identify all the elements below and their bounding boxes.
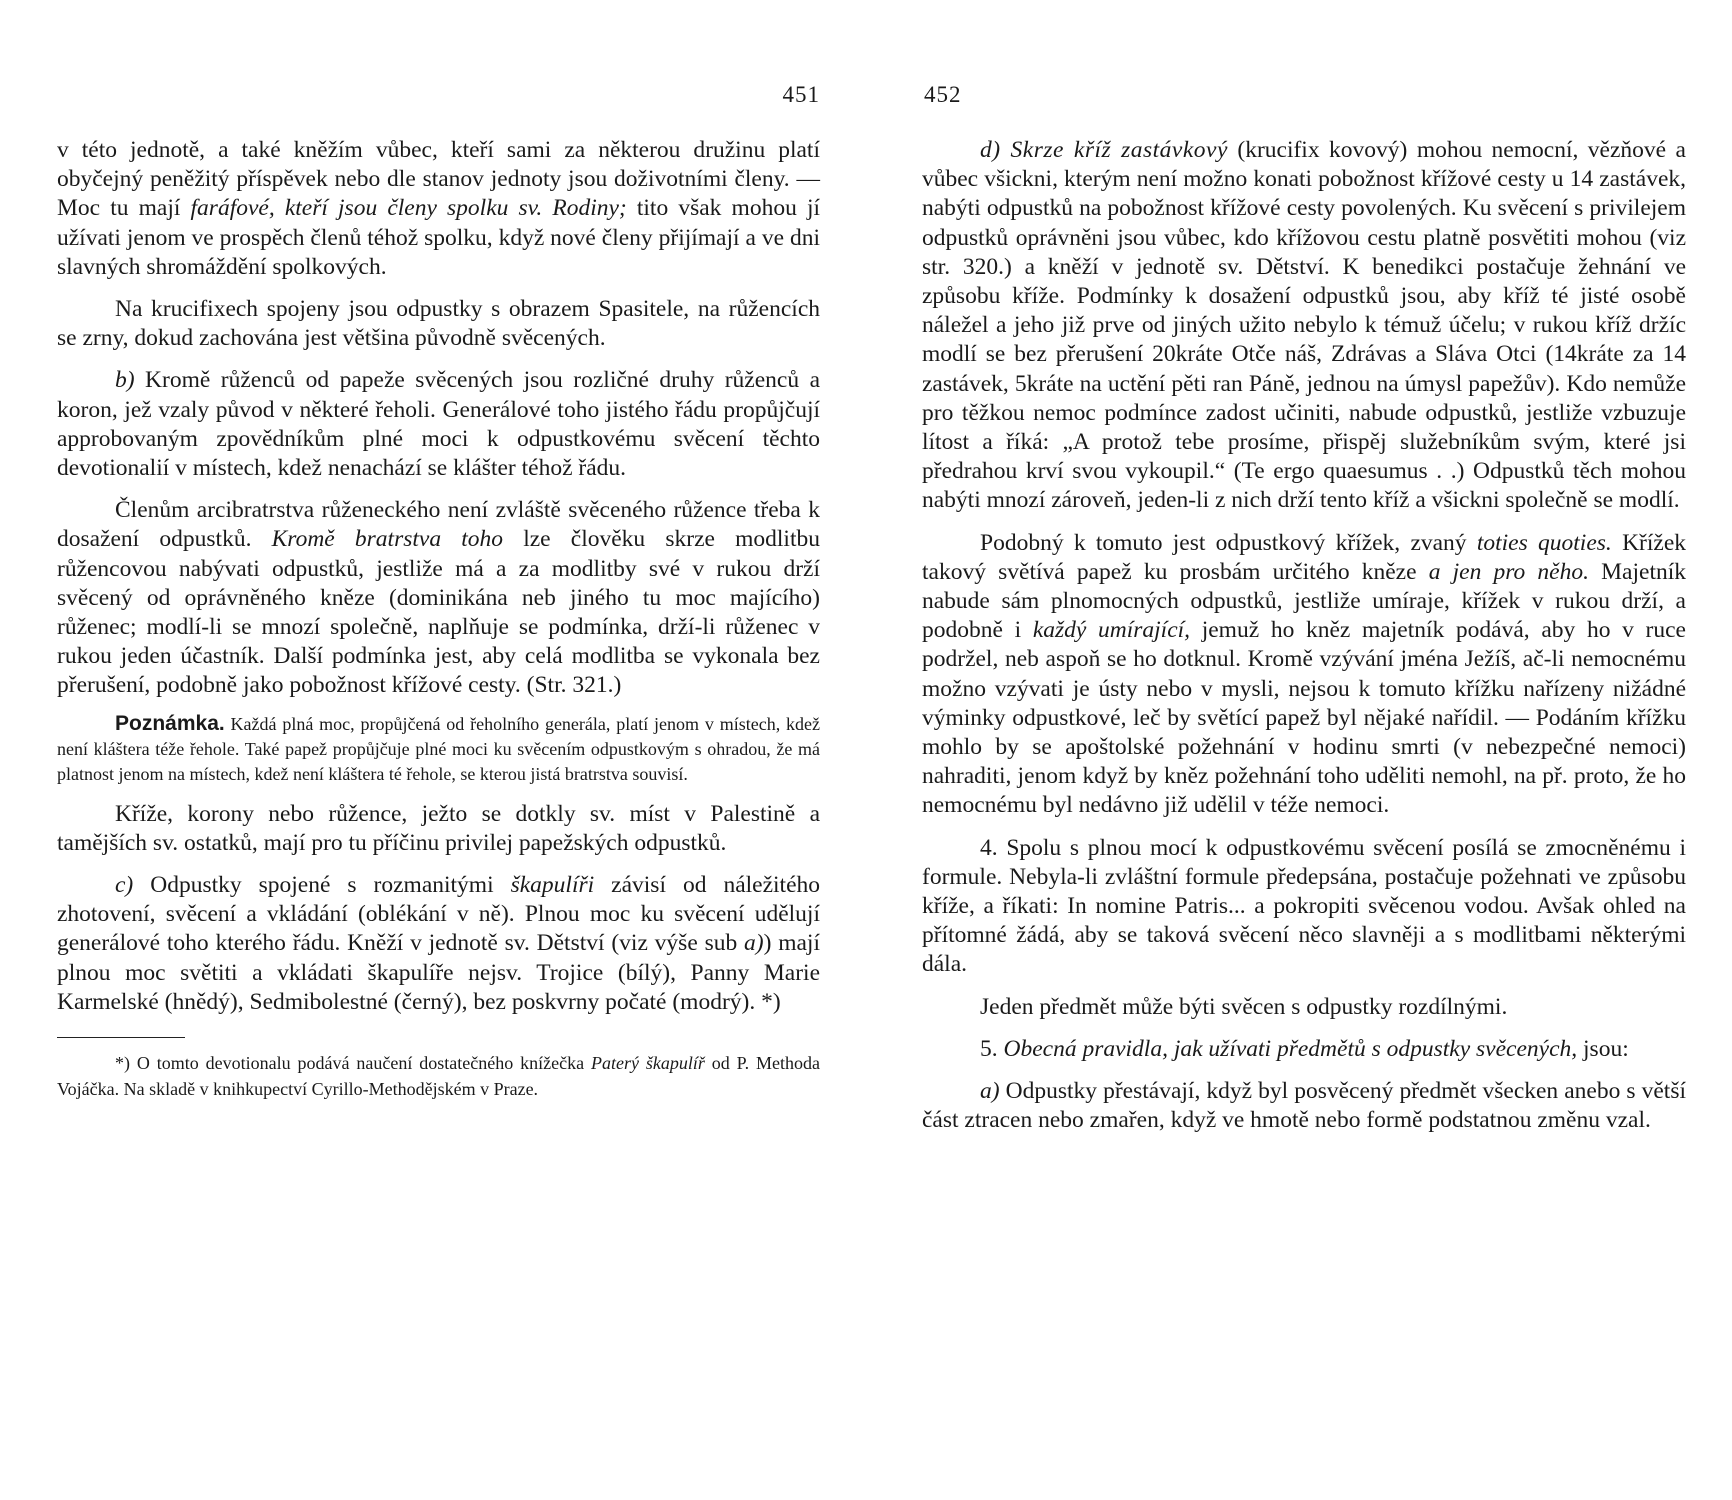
italic-text: Obecná pravidla, jak užívati předmětů s odpustky svěcených, — [1003, 1035, 1578, 1062]
text: Odpustky přestávají, když byl posvěcený předmět všecken anebo s větší část ztracen nebo zmařen, když ve hmotě nebo formě podstatnou změnu vzal. — [922, 1078, 1686, 1134]
page-body — [57, 136, 820, 1102]
text: 5. — [980, 1035, 1004, 1062]
italic-text: toties quoties. — [1476, 529, 1612, 556]
italic-text: faráfové, kteří jsou členy spolku sv. Rodiny; — [190, 195, 627, 222]
paragraph: Jeden předmět může býti svěcen s odpustky rozdílnými. — [980, 993, 1508, 1020]
text: Členům arcibratrstva růženeckého není zvláště svěceného růžence třeba k dosažení odpustků. — [57, 497, 820, 553]
italic-text: každý umírající, — [1032, 617, 1191, 644]
footnote — [57, 1050, 820, 1102]
italic-text: Kromě bratrstva toho — [271, 526, 504, 553]
text: v této jednotě, a také kněžím vůbec, kteří sami za některou družinu platí obyčejný peněžitý příspěvek nebo dle stanov jednoty jsou doživotními členy. — Moc tu mají — [57, 137, 820, 222]
italic-text: a jen pro něho. — [1428, 558, 1589, 585]
note-heading: Poznámka. — [115, 711, 225, 735]
note — [57, 711, 820, 787]
item-label: c) — [115, 872, 134, 899]
text: Křížek takový světívá papež ku prosbám určitého kněze — [922, 529, 1687, 585]
text: jemuž ho kněz majetník podává, aby ho v ruce podržel, neb aspoň se ho dotknul. Kromě vzývání jména Ježíš, ač-li nemocnému možno vzývati je ústy nebo v mysli, nejsou k tomuto křížku nařízeny nižádné výminky odpustkové, leč by světící papež byl nějaké nařídil. — Podáním křížku mohlo by se apoštolské požehnání v hodinu smrti (v nebezpečné nemoci) nahraditi, jenom když by kněz požehnání toho uděliti nemohl, na př. proto, že ho nemocnému byl nedávno již udělil v téže nemoci. — [922, 617, 1686, 819]
text: Kromě růženců od papeže svěcených jsou rozličné druhy růženců a koron, jež vzaly původ v některé řeholi. Generálové toho jistého řádu propůjčují approbovaným zpovědníkům plné moci k odpustkovému svěcení těchto devotionalií v místech, kdež nenachází se klášter téhož řádu. — [57, 367, 820, 482]
page-number: 452 — [924, 82, 962, 107]
paragraph: Kříže, korony nebo růžence, ježto se dotkly sv. míst v Palestině a tamějších sv. ostatků, mají pro tu příčinu privilej papežských odpustků. — [57, 800, 820, 856]
paragraph: 4. Spolu s plnou mocí k odpustkovému svěcení posílá se zmocněnému i formule. Nebyla-li zvláštní formule předepsána, postačuje požehnati ve způsobu kříže, a říkati: In nomine Patris... a pokropiti svěcenou vodou. Avšak ohled na přítomné žádá, aby se taková svěcení něco slavněji a s modlitbami některými dála. — [922, 834, 1686, 978]
paragraph — [57, 136, 820, 282]
paragraph — [922, 136, 1686, 516]
italic-text: a) — [744, 930, 764, 957]
paragraph — [57, 871, 820, 1017]
text: (krucifix kovový) mohou nemocní, vězňové a vůbec všickni, kterým není možno konati pobožnost křížové cesty u 14 zastávek, nabýti odpustků na pobožnost křížové cesty povolených. Ku svěcení s privilejem odpustků oprávněni jsou vůbec, kdo křížovou cestu platně posvětiti mohou (viz str. 320.) a kněží v jednotě sv. Dětství. K benedikci postačuje žehnání ve způsobu kříže. Podmínky k dosažení odpustků jsou, aby kříž té jisté osobě náležel a jeho již prve od jiných užito nebylo k témuž účelu; v rukou kříž držíc modlí se bez přerušení 20kráte Otče náš, Zdrávas a Sláva Otci (14kráte za 14 zastávek, 5kráte na uctění pěti ran Páně, jednou na úmysl papežův). Kdo nemůže pro těžkou nemoc podmínce zadost učiniti, nabude odpustků, jestliže vzbuzuje lítost a říká: „A protož tebe prosíme, přispěj služebníkům svým, které jsi předrahou krví svou vykoupil.“ (Te ergo quaesumus . .) Odpustků těch mohou nabýti mnozí zároveň, jeden-li z nich drží tento kříž a všickni společně se modlí. — [922, 137, 1686, 514]
text: Majetník nabude sám plnomocných odpustků, jestliže umíraje, křížek v rukou drží, a podobně i — [922, 558, 1687, 644]
text: tito však mohou jí užívati jenom ve prospěch členů téhož spolku, když nové členy přijímají a ve dni slavných shromáždění spolkových. — [57, 195, 821, 280]
text: Podobný k tomuto jest odpustkový křížek, zvaný — [980, 529, 1477, 556]
text: *) O tomto devotionalu podává naučení dostatečného knížečka — [115, 1053, 591, 1074]
paragraph: Na krucifixech spojeny jsou odpustky s obrazem Spasitele, na růžencích se zrny, dokud zachována jest většina původně svěcených. — [57, 296, 820, 352]
item-label: a) — [980, 1078, 1000, 1105]
paragraph — [922, 1077, 1686, 1135]
italic-text: d) Skrze kříž zastávkový — [980, 137, 1228, 163]
paragraph — [57, 496, 820, 700]
text: závisí od náležitého zhotovení, svěcení a vkládání (oblékání v ně). Plnou moc ku svěcení udělují generálové toho kterého řádu. Kněží v jednotě sv. Dětství (viz výše sub — [57, 872, 820, 957]
page-number: 451 — [782, 82, 820, 107]
text: jsou: — [1577, 1035, 1629, 1062]
page-body — [922, 136, 1686, 1136]
footnote-rule — [57, 1037, 185, 1038]
note-text: Každá plná moc, propůjčená od řeholního generála, platí jenom v místech, kdež není kláštera téže řehole. Také papež propůjčuje plné moci ku svěcením odpustkovým s ohradou, že má platnost jenom na místech, kdež není kláštera té řehole, se kterou jistá bratrstva souvisí. — [57, 713, 820, 784]
text: lze člověku skrze modlitbu růžencovou nabývati odpustků, jestliže má a za modlitby své v rukou drží svěcený od oprávněného kněze (dominikána neb jiného tu moc majícího) růženec; modlí-li se mnozí společně, naplňuje se podmínka, drží-li růženec v rukou jeden účastník. Další podmínka jest, aby celá modlitba se vykonala bez přerušení, podobně jako pobožnost křížové cesty. (Str. 321.) — [57, 526, 820, 699]
paragraph — [922, 529, 1686, 821]
italic-text: škapulíři — [510, 872, 595, 899]
item-label: b) — [115, 367, 135, 394]
paragraph — [922, 1035, 1686, 1064]
text: Odpustky spojené s rozmanitými — [133, 872, 511, 899]
text: od P. Methoda Vojáčka. Na skladě v knihkupectví Cyrillo-Methodějském v Praze. — [57, 1053, 820, 1100]
italic-text: Paterý škapulíř — [590, 1053, 705, 1074]
paragraph — [57, 366, 820, 483]
text: ) mají plnou moc světiti a vkládati škapulíře nejsv. Trojice (bílý), Panny Marie Karmelské (hnědý), Sedmibolestné (černý), bez poskvrny počaté (modrý). *) — [57, 930, 820, 1015]
